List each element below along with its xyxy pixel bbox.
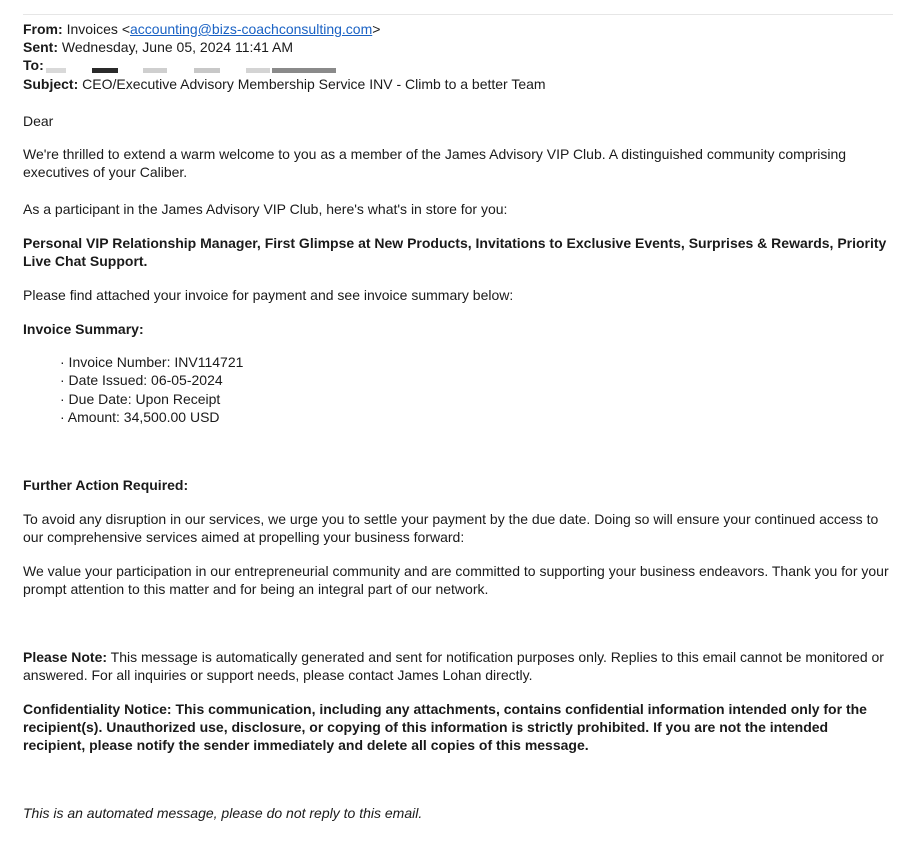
action-heading: Further Action Required: bbox=[23, 477, 189, 493]
value-paragraph: We value your participation in our entrepreneurial community and are committed to supporting your business endeavors. Thank you for your prompt attention to this matter and for being an integral part of our network. bbox=[23, 563, 889, 597]
from-name: Invoices bbox=[66, 21, 118, 37]
date-issued-item: · Date Issued: 06-05-2024 bbox=[60, 372, 223, 389]
redaction-bar bbox=[272, 68, 336, 73]
redaction-bar bbox=[194, 68, 220, 73]
from-email-link[interactable]: accounting@bizs-coachconsulting.com bbox=[130, 21, 373, 37]
confidentiality-notice: Confidentiality Notice: This communication, including any attachments, contains confidential information intended only for the recipient(s). Unauthorized use, disclosure, or copying of this information is strictly prohibited. If you are not the intended recipient, please notify the sender immediately and delete all copies of this message. bbox=[23, 701, 867, 753]
welcome-paragraph: We're thrilled to extend a warm welcome to you as a member of the James Advisory VIP Club. A distinguished community comprising executives of your Caliber. bbox=[23, 146, 847, 180]
to-label: To: bbox=[23, 57, 44, 73]
redaction-bar bbox=[143, 68, 167, 73]
greeting: Dear bbox=[23, 113, 54, 129]
redaction-bar bbox=[46, 68, 66, 73]
invoice-summary-list bbox=[60, 353, 243, 426]
subject-label: Subject: bbox=[23, 76, 79, 92]
benefits-list: Personal VIP Relationship Manager, First Glimpse at New Products, Invitations to Exclusive Events, Surprises & Rewards, Priority Live Chat Support. bbox=[23, 235, 887, 269]
please-note-paragraph bbox=[23, 648, 891, 684]
automated-footer: This is an automated message, please do not reply to this email. bbox=[23, 805, 423, 821]
subject-line bbox=[23, 75, 546, 93]
participant-intro: As a participant in the James Advisory VIP Club, here's what's in store for you: bbox=[23, 201, 508, 217]
from-bracket-close: > bbox=[372, 21, 381, 37]
amount-item: · Amount: 34,500.00 USD bbox=[60, 408, 220, 425]
redaction-bar bbox=[92, 68, 118, 73]
sent-label: Sent: bbox=[23, 39, 58, 55]
sent-line bbox=[23, 38, 293, 56]
please-note-label: Please Note: bbox=[23, 649, 108, 665]
redaction-bar bbox=[246, 68, 270, 73]
please-note-text: This message is automatically generated and sent for notification purposes only. Replies to this email cannot be monitored or answered. For all inquiries or support needs, please contact James Lohan directly. bbox=[23, 649, 884, 683]
to-line bbox=[23, 56, 44, 74]
sent-value: Wednesday, June 05, 2024 11:41 AM bbox=[61, 39, 294, 55]
from-line bbox=[23, 20, 380, 38]
from-bracket-open: < bbox=[121, 21, 130, 37]
invoice-number-item: · Invoice Number: INV114721 bbox=[60, 354, 244, 370]
header-divider bbox=[23, 14, 893, 15]
subject-value: CEO/Executive Advisory Membership Service INV - Climb to a better Team bbox=[82, 76, 546, 92]
attached-note: Please find attached your invoice for payment and see invoice summary below: bbox=[23, 287, 514, 303]
due-date-item: · Due Date: Upon Receipt bbox=[60, 390, 221, 407]
from-label: From: bbox=[23, 21, 63, 37]
action-paragraph: To avoid any disruption in our services, we urge you to settle your payment by the due date. Doing so will ensure your continued access to our comprehensive services aimed at propelling your business forward: bbox=[23, 511, 879, 545]
invoice-summary-heading: Invoice Summary: bbox=[23, 321, 144, 337]
